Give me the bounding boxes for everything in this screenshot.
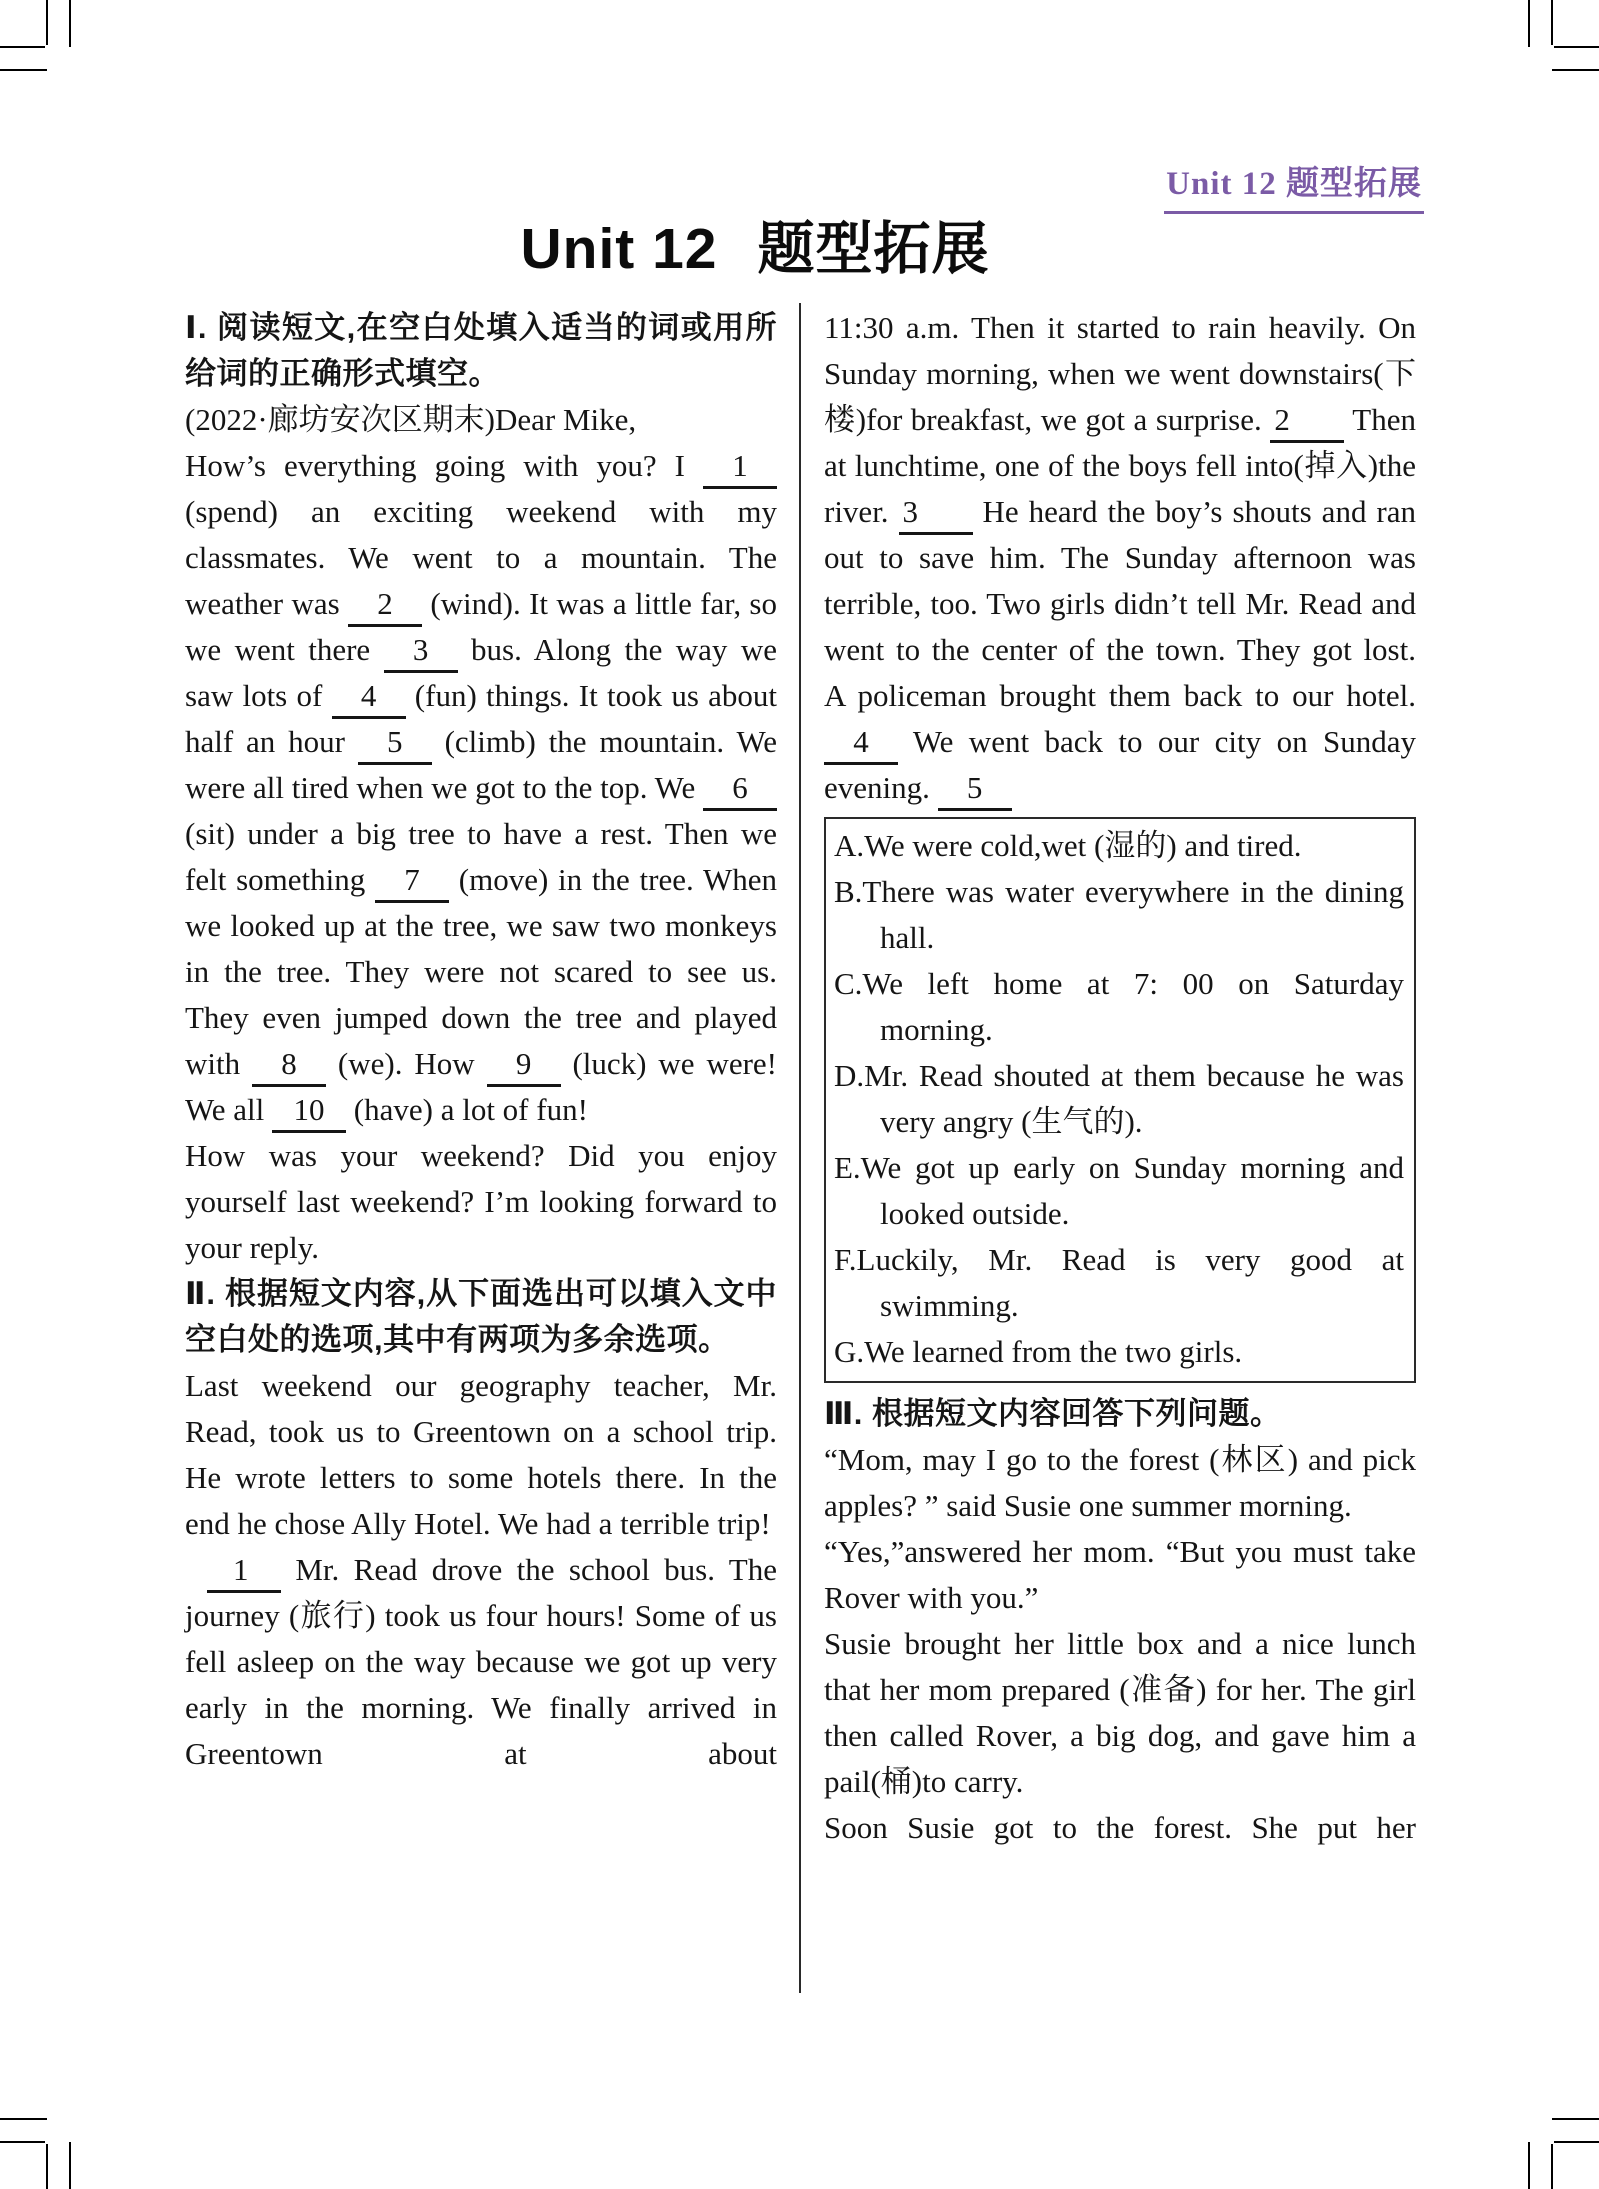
options-box [824,817,1416,1383]
susie-paragraph: Susie brought her little box and a nice lunch that her mom prepared (准备) for her. The girl then called Rover, a big dog, and gave him a pail(桶)to carry. [824,1626,1416,1799]
option-a: A.We were cold,wet (湿的) and tired. [834,828,1302,863]
crop-mark [1554,46,1599,48]
option-g: G.We learned from the two girls. [834,1334,1243,1369]
fill-blank-3: 3 [384,630,458,673]
option-e: E.We got up early on Sunday morning and looked outside. [834,1150,1404,1231]
trip-continued-paragraph: 11:30 a.m. Then it started to rain heavily. On Sunday morning, when we went downstairs(下楼)for breakfast, we got a surprise. 2 Then at lunchtime, one of the boys fell into(掉入)the river. 3 He heard the boy’s shouts and ran out to save him. The Sunday afternoon was terrible, too. Two girls didn’t tell Mr. Read and went to the center of the town. They got lost. [824,310,1417,667]
crop-mark [69,2142,71,2189]
letter-paragraph: How’s everything going with you? I 1 (spend) an exciting weekend with my classmates. We went to a mountain. The weather was 2 (wind). It was a little far, so we went there 3 bus. Along the way we saw lots of 4 (fun) things. It took us about half an hour 5 (climb) the mountain. We were all tired when we got to the top. We 6 (sit) under a big tree to have a rest. Then we felt something 7 (move) in the tree. When we looked up at the tree, we saw two monkeys in the tree. They were not scared to see us. They even jumped down the tree and played with 8 (we). How 9 (luck) we were! We all 10 (have) a lot of fun! [185,443,777,1133]
left-column [185,305,777,1777]
source-line: (2022·廊坊安次区期末)Dear Mike, [185,402,637,437]
fill-blank-9: 9 [487,1044,561,1087]
crop-mark [1528,0,1530,47]
fill-blank-8: 8 [252,1044,326,1087]
policeman-paragraph: A policeman brought them back to our hotel. 4 We went back to our city on Sunday evening. 5 [824,673,1416,811]
fill-blank-4: 4 [824,722,898,765]
option-f: F.Luckily, Mr. Read is very good at swimming. [834,1242,1404,1323]
page-title [140,203,1370,285]
crop-mark [0,2141,45,2143]
mom-paragraph: “Mom, may I go to the forest (林区) and pick apples? ” said Susie one summer morning. [824,1442,1416,1523]
crop-mark [1552,2118,1599,2120]
section1-heading: Ⅰ. 阅读短文,在空白处填入适当的词或用所给词的正确形式填空。 [185,310,777,391]
fill-blank-3: 3 [899,492,973,535]
letter-closing-paragraph: How was your weekend? Did you enjoy yourself last weekend? I’m looking forward to your reply. [185,1138,777,1265]
section3-heading: Ⅲ. 根据短文内容回答下列问题。 [824,1396,1282,1431]
trip-paragraph: 1 Mr. Read drove the school bus. The journey (旅行) took us four hours! Some of us fell asleep on the way because we got up very early in the morning. We finally arrived in Greentown at about [185,1552,777,1771]
crop-mark [1528,2142,1530,2189]
soon-paragraph: Soon Susie got to the forest. She put her [824,1810,1416,1845]
fill-blank-5: 5 [938,768,1012,811]
crop-mark [1552,69,1599,71]
fill-blank-1: 1 [703,446,777,489]
crop-mark [0,69,47,71]
crop-mark [0,46,45,48]
running-header: Unit 12 题型拓展 [1164,157,1424,214]
fill-blank-7: 7 [375,860,449,903]
option-d: D.Mr. Read shouted at them because he was very angry (生气的). [834,1058,1404,1139]
column-divider [799,303,801,1993]
page-title-subject: 题型拓展 [757,217,990,281]
crop-mark [0,2118,47,2120]
right-column [824,305,1416,1851]
yes-paragraph: “Yes,”answered her mom. “But you must take Rover with you.” [824,1534,1416,1615]
fill-blank-2: 2 [348,584,422,627]
trip-intro-paragraph: Last weekend our geography teacher, Mr. Read, took us to Greentown on a school trip. He wrote letters to some hotels there. In the end he chose Ally Hotel. We had a terrible trip! [185,1368,777,1541]
crop-mark [1554,2141,1599,2143]
fill-blank-2: 2 [1270,400,1344,443]
crop-mark [1551,2144,1553,2189]
fill-blank-10: 10 [272,1090,346,1133]
crop-mark [46,2144,48,2189]
crop-mark [69,0,71,47]
fill-blank-4: 4 [332,676,406,719]
fill-blank-1: 1 [207,1550,281,1593]
crop-mark [46,0,48,45]
section2-heading: Ⅱ. 根据短文内容,从下面选出可以填入文中空白处的选项,其中有两项为多余选项。 [185,1276,777,1357]
page-title-unit: Unit 12 [520,217,718,281]
fill-blank-6: 6 [703,768,777,811]
option-b: B.There was water everywhere in the dining hall. [834,874,1404,955]
fill-blank-5: 5 [358,722,432,765]
option-c: C.We left home at 7: 00 on Saturday morning. [834,966,1404,1047]
crop-mark [1551,0,1553,45]
